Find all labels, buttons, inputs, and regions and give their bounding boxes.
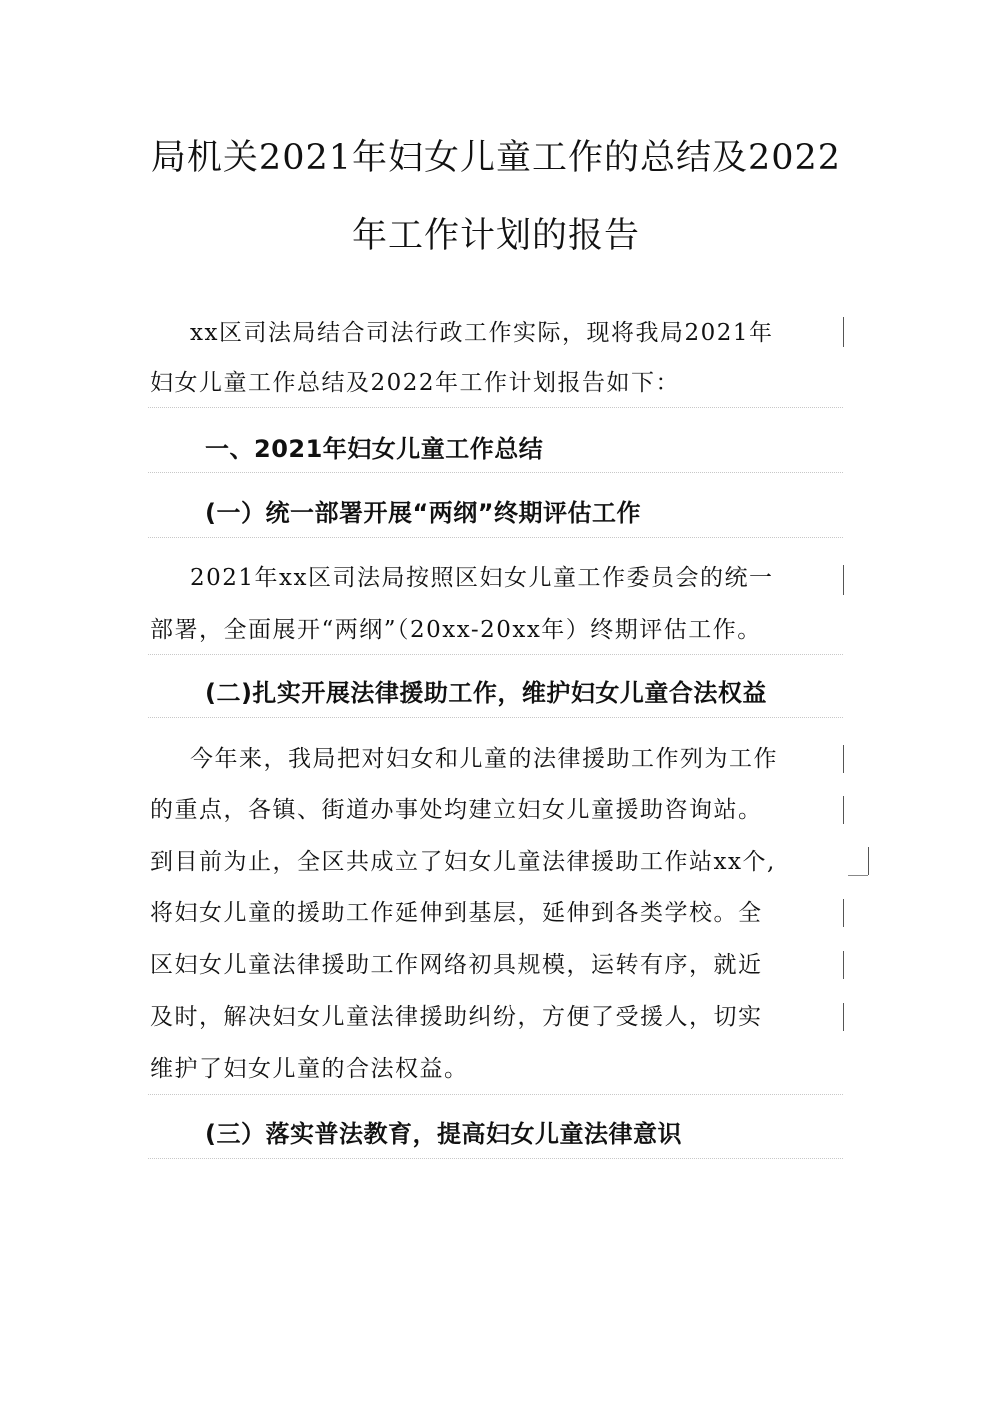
subsection-2-line-7: 维护了妇女儿童的合法权益。	[150, 1056, 469, 1082]
intro-line-1: xx区司法局结合司法行政工作实际，现将我局2021年	[190, 320, 774, 346]
subsection-1-heading: (一）统一部署开展“两纲”终期评估工作	[205, 499, 642, 527]
margin-bar	[843, 899, 844, 927]
margin-bar	[843, 1003, 844, 1031]
section-1-heading: 一、2021年妇女儿童工作总结	[205, 435, 544, 463]
margin-bar	[843, 745, 844, 773]
line-rule	[148, 1158, 843, 1159]
line-rule	[148, 654, 843, 655]
line-rule	[148, 407, 843, 408]
margin-bar	[868, 847, 869, 875]
document-title-line-1: 局机关2021年妇女儿童工作的总结及2022	[150, 138, 842, 178]
line-rule	[148, 472, 843, 473]
document-title-line-2: 年工作计划的报告	[351, 216, 640, 256]
line-rule	[148, 717, 843, 718]
margin-bar	[843, 317, 844, 347]
margin-bar	[843, 951, 844, 979]
subsection-2-line-6: 及时，解决妇女儿童法律援助纠纷，方便了受援人，切实	[150, 1004, 763, 1030]
margin-bar	[843, 565, 844, 595]
margin-bar	[843, 796, 844, 824]
subsection-1-line-1: 2021年xx区司法局按照区妇女儿童工作委员会的统一	[190, 565, 774, 591]
subsection-2-line-1: 今年来，我局把对妇女和儿童的法律援助工作列为工作	[190, 746, 778, 772]
line-rule	[148, 537, 843, 538]
line-rule	[148, 1094, 843, 1095]
subsection-2-line-5: 区妇女儿童法律援助工作网络初具规模，运转有序，就近	[150, 952, 763, 978]
subsection-3-heading: (三）落实普法教育，提高妇女儿童法律意识	[205, 1120, 682, 1148]
subsection-2-line-3: 到目前为止，全区共成立了妇女儿童法律援助工作站xx个,	[150, 849, 776, 875]
subsection-2-line-4: 将妇女儿童的援助工作延伸到基层，延伸到各类学校。全	[150, 900, 763, 926]
margin-bar	[848, 875, 868, 876]
subsection-2-line-2: 的重点，各镇、街道办事处均建立妇女儿童援助咨询站。	[150, 797, 763, 823]
subsection-1-line-2: 部署，全面展开“两纲”（20xx-20xx年）终期评估工作。	[150, 617, 762, 643]
intro-line-2: 妇女儿童工作总结及2022年工作计划报告如下：	[150, 370, 681, 396]
subsection-2-heading: (二)扎实开展法律援助工作，维护妇女儿童合法权益	[205, 679, 767, 707]
